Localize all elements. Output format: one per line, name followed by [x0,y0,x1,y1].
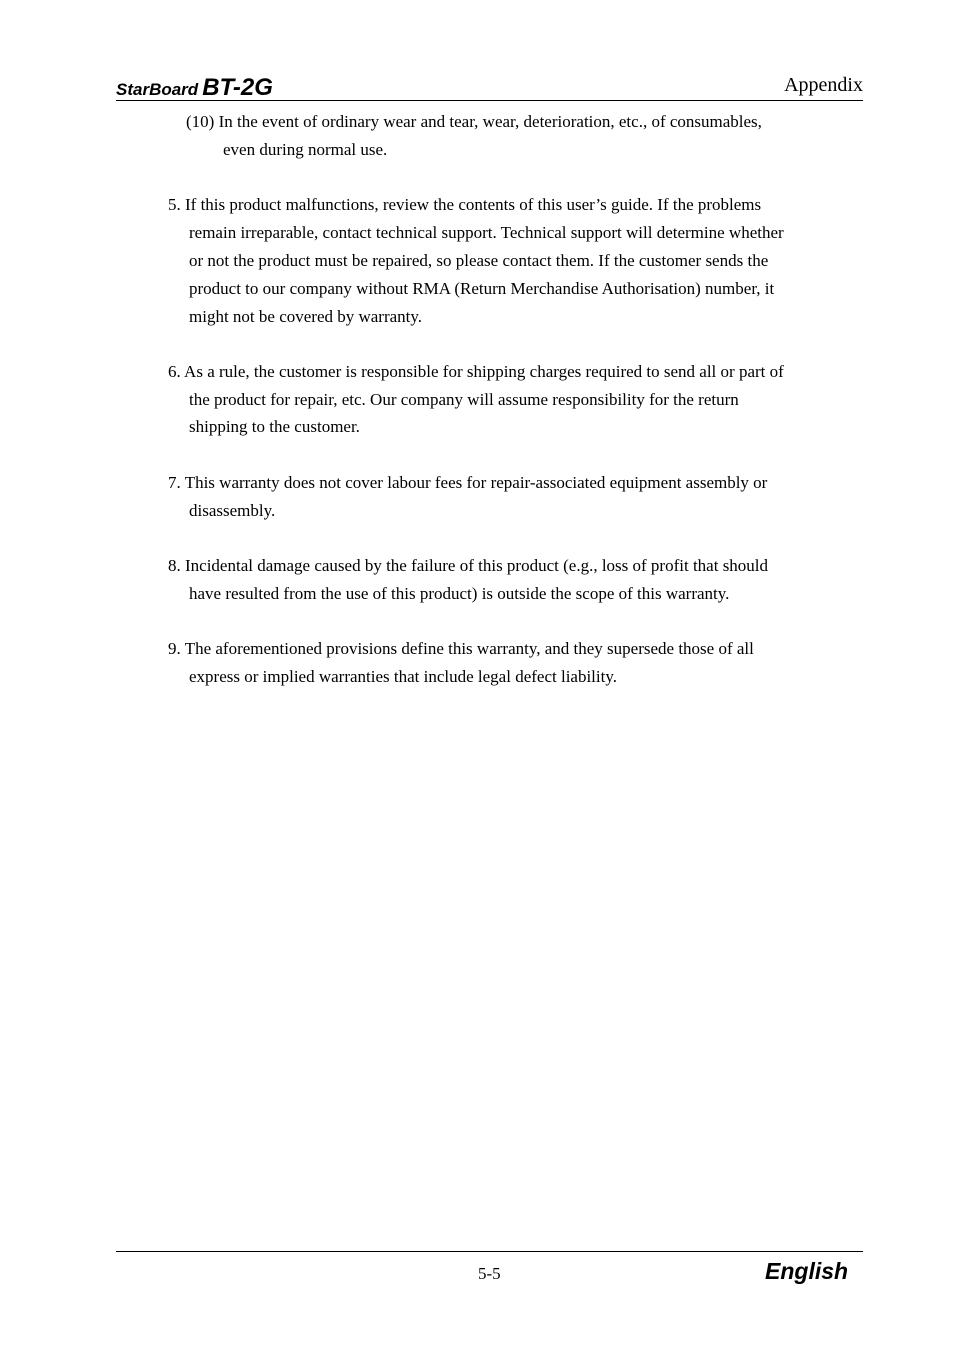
item-10-line: even during normal use. [223,140,388,159]
footer-divider [116,1251,863,1252]
item-6-line: 6. As a rule, the customer is responsible for shipping charges required to send all or part of [168,362,784,381]
product-logo [116,74,273,102]
item-5-line: remain irreparable, contact technical support. Technical support will determine whether [189,223,784,242]
item-7-line: disassembly. [189,501,276,520]
language-label: English [765,1258,849,1284]
item-5-line: product to our company without RMA (Return Merchandise Authorisation) number, it [189,279,775,298]
item-5-line: might not be covered by warranty. [189,307,423,326]
item-9-line: express or implied warranties that include legal defect liability. [189,667,617,686]
item-5-line: 5. If this product malfunctions, review the contents of this user’s guide. If the problems [168,195,762,214]
item-6-line: the product for repair, etc. Our company will assume responsibility for the return [189,390,739,409]
brand-model: BT-2G [202,74,273,101]
item-8-line: 8. Incidental damage caused by the failure of this product (e.g., loss of profit that should [168,556,769,575]
item-6-line: shipping to the customer. [189,417,360,436]
item-9-line: 9. The aforementioned provisions define this warranty, and they supersede those of all [168,639,754,658]
brand-name: StarBoard [116,80,199,99]
item-7-line: 7. This warranty does not cover labour fees for repair-associated equipment assembly or [168,473,768,492]
item-8-line: have resulted from the use of this product) is outside the scope of this warranty. [189,584,730,603]
item-10-line: (10) In the event of ordinary wear and tear, wear, deterioration, etc., of consumables, [186,112,762,131]
page-number: 5-5 [478,1264,501,1283]
item-5-line: or not the product must be repaired, so please contact them. If the customer sends the [189,251,769,270]
page-header [116,70,863,101]
section-title: Appendix [784,74,863,96]
